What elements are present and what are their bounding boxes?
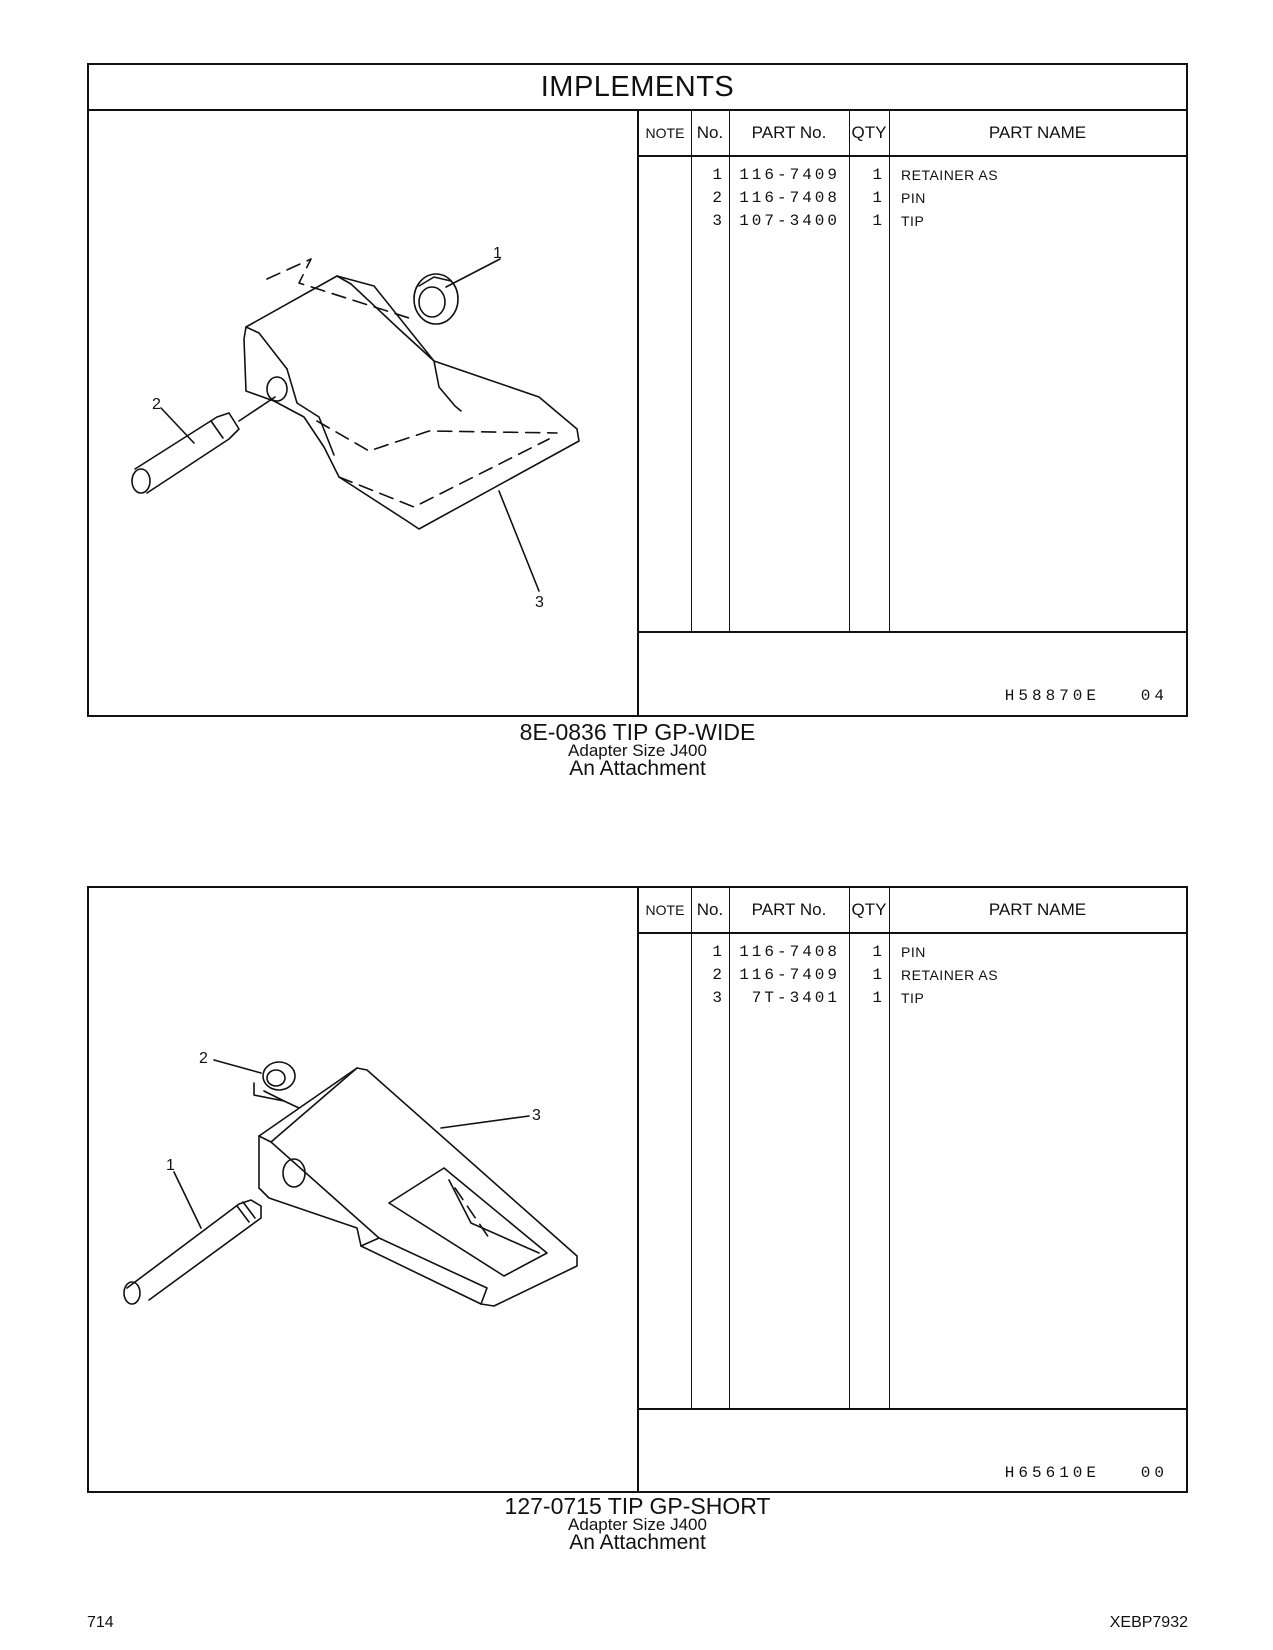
parts-list-table xyxy=(639,111,1186,715)
tip-wide-illustration xyxy=(89,111,639,715)
caption-title: 8E-0836 TIP GP-WIDE xyxy=(519,719,756,745)
col-note: NOTE xyxy=(645,125,685,141)
caption-adapter: Adapter Size J400 xyxy=(568,741,707,760)
table-row: 2 116-7409 1 RETAINER AS xyxy=(712,965,999,984)
col-no: No. xyxy=(696,123,724,142)
illustration-reference: H65610E 00 xyxy=(1004,1464,1168,1482)
exploded-view-drawing xyxy=(89,111,637,715)
page-number: 714 xyxy=(87,1614,114,1631)
callout-1: 1 xyxy=(493,245,502,262)
section-title: IMPLEMENTS xyxy=(89,65,1186,111)
table-header xyxy=(639,111,1186,157)
col-part-no: PART No. xyxy=(751,123,827,142)
callout-3: 3 xyxy=(532,1107,541,1124)
col-part-name: PART NAME xyxy=(988,123,1087,142)
callout-2: 2 xyxy=(152,396,161,413)
parts-panel-wide xyxy=(87,63,1188,717)
table-row: 1 116-7409 1 RETAINER AS xyxy=(712,165,999,184)
callout-1: 1 xyxy=(166,1157,175,1174)
col-no: No. xyxy=(696,900,724,919)
caption-title: 127-0715 TIP GP-SHORT xyxy=(504,1493,771,1519)
caption-attachment: An Attachment xyxy=(569,757,706,780)
col-note: NOTE xyxy=(645,902,685,918)
table-row: 3 7T-3401 1 TIP xyxy=(712,988,925,1007)
col-part-no: PART No. xyxy=(751,900,827,919)
tip-short-illustration xyxy=(89,888,639,1491)
figure-caption xyxy=(87,1495,1188,1553)
parts-list-table xyxy=(639,888,1186,1491)
table-row: 3 107-3400 1 TIP xyxy=(712,211,925,230)
table-row: 2 116-7408 1 PIN xyxy=(712,188,926,207)
callout-2: 2 xyxy=(199,1050,208,1067)
figure-caption xyxy=(87,721,1188,779)
exploded-view-drawing xyxy=(89,888,637,1491)
table-header xyxy=(639,888,1186,934)
col-qty: QTY xyxy=(851,900,887,919)
caption-attachment: An Attachment xyxy=(569,1531,706,1554)
parts-panel-short xyxy=(87,886,1188,1493)
document-id: XEBP7932 xyxy=(1109,1614,1188,1631)
col-qty: QTY xyxy=(851,123,887,142)
callout-3: 3 xyxy=(535,594,544,611)
illustration-reference: H58870E 04 xyxy=(1004,687,1168,705)
caption-adapter: Adapter Size J400 xyxy=(568,1515,707,1534)
col-part-name: PART NAME xyxy=(988,900,1087,919)
table-row: 1 116-7408 1 PIN xyxy=(712,942,926,961)
